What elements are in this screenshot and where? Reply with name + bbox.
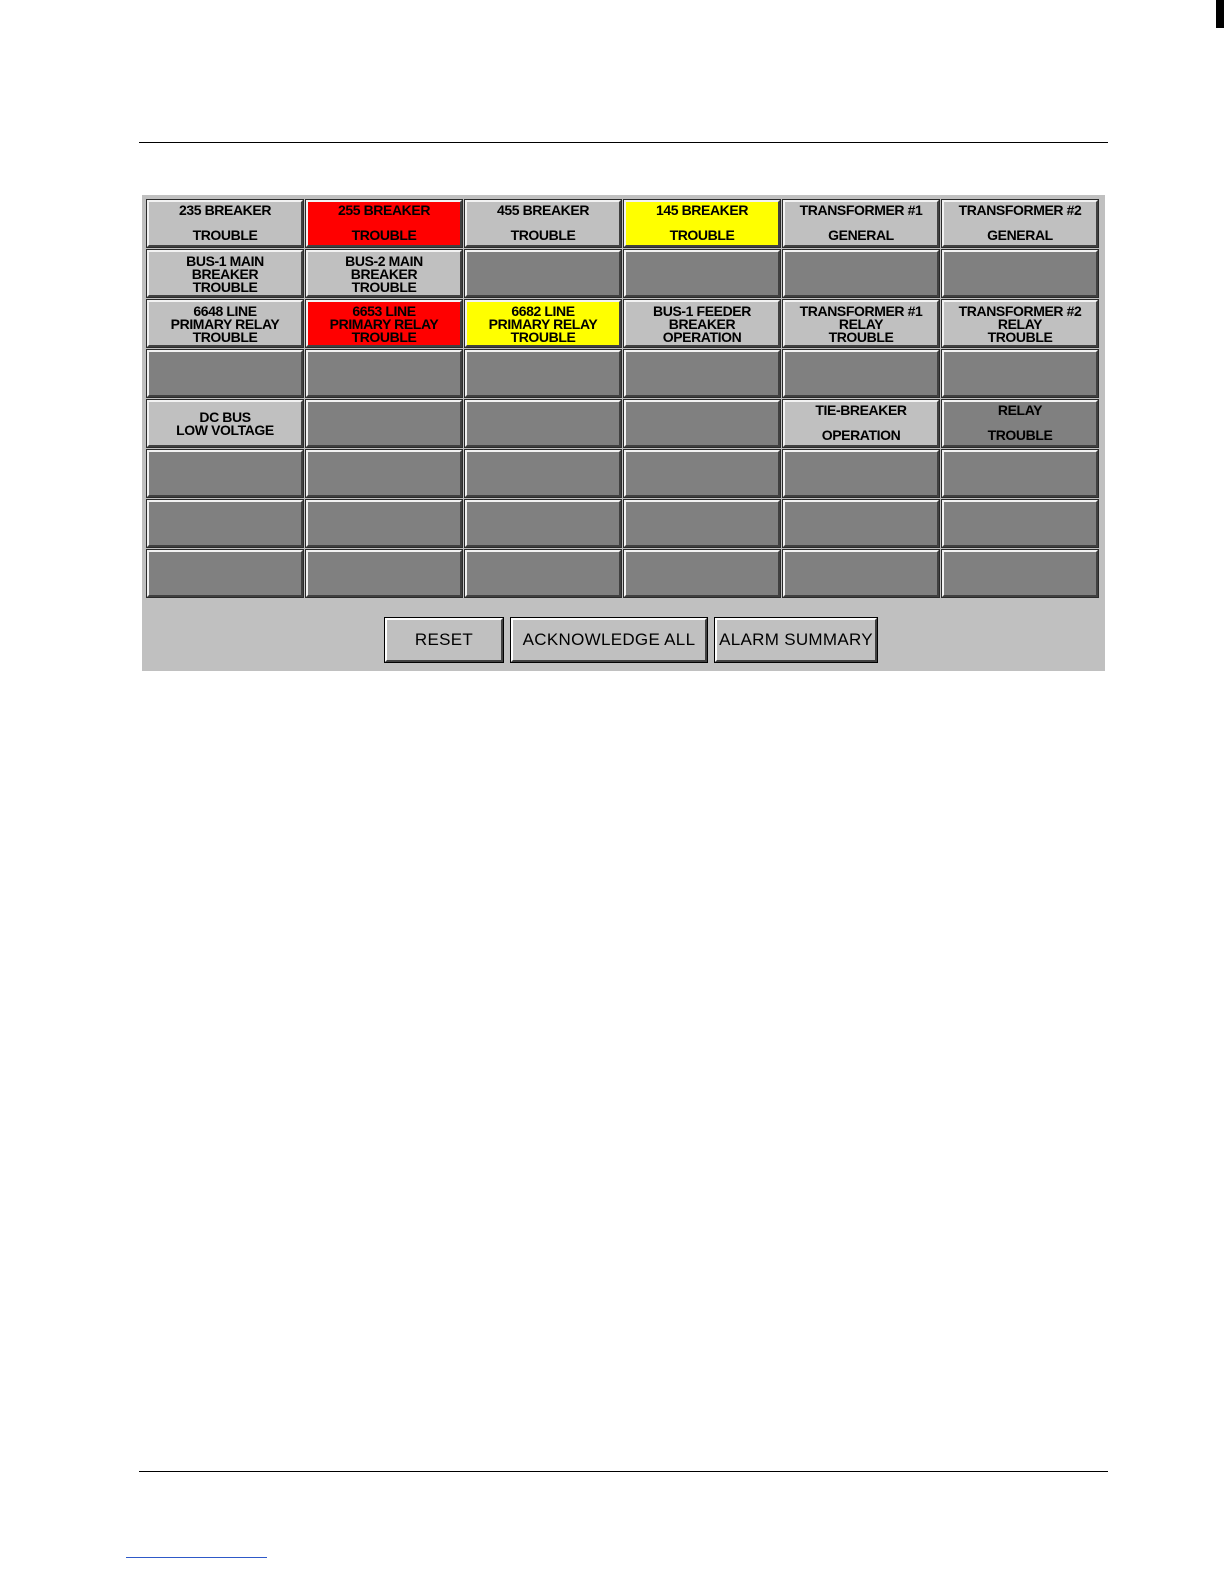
- alarm-tile-label: OPERATION: [821, 427, 901, 443]
- alarm-tile-label: PRIMARY RELAY: [329, 315, 439, 332]
- alarm-tile[interactable]: [465, 500, 621, 547]
- alarm-tile-label: GENERAL: [828, 227, 894, 243]
- alarm-tile-label: TRANSFORMER #2: [958, 302, 1082, 319]
- alarm-tile-label: BUS-1 MAIN: [186, 252, 264, 269]
- alarm-tile[interactable]: [942, 400, 1098, 447]
- alarm-tile-grid: [147, 200, 1098, 597]
- alarm-tile-label: TROUBLE: [669, 227, 735, 243]
- alarm-tile[interactable]: [306, 500, 462, 547]
- alarm-tile-label: TIE-BREAKER: [815, 402, 907, 418]
- alarm-tile[interactable]: [306, 200, 462, 247]
- alarm-tile[interactable]: [147, 450, 303, 497]
- alarm-summary-button[interactable]: ALARM SUMMARY: [715, 618, 877, 662]
- alarm-tile-label: TROUBLE: [351, 278, 417, 295]
- alarm-tile-label: OPERATION: [662, 328, 742, 345]
- alarm-tile-label: TROUBLE: [351, 227, 417, 243]
- alarm-tile-label: TRANSFORMER #1: [799, 302, 923, 319]
- alarm-tile-label: BREAKER: [191, 265, 259, 282]
- alarm-tile[interactable]: [624, 450, 780, 497]
- alarm-tile[interactable]: [147, 200, 303, 247]
- alarm-tile[interactable]: [783, 550, 939, 597]
- alarm-tile[interactable]: [147, 500, 303, 547]
- alarm-tile-label: PRIMARY RELAY: [170, 315, 280, 332]
- alarm-tile[interactable]: [624, 350, 780, 397]
- alarm-tile-label: 145 BREAKER: [655, 202, 749, 218]
- alarm-tile[interactable]: [624, 500, 780, 547]
- alarm-tile[interactable]: [465, 300, 621, 347]
- alarm-tile-label: 6653 LINE: [352, 302, 416, 319]
- alarm-tile-label: TROUBLE: [510, 227, 576, 243]
- alarm-tile-label: GENERAL: [987, 227, 1053, 243]
- alarm-tile[interactable]: [783, 450, 939, 497]
- alarm-tile[interactable]: [306, 450, 462, 497]
- alarm-tile[interactable]: [783, 350, 939, 397]
- header-rule: [139, 142, 1108, 143]
- alarm-tile-label: 6682 LINE: [511, 302, 575, 319]
- alarm-tile[interactable]: [147, 250, 303, 297]
- alarm-tile-label: BREAKER: [668, 315, 736, 332]
- alarm-tile[interactable]: [465, 350, 621, 397]
- alarm-tile-label: TROUBLE: [987, 328, 1053, 345]
- alarm-tile[interactable]: [942, 200, 1098, 247]
- alarm-tile[interactable]: [783, 500, 939, 547]
- alarm-tile[interactable]: [465, 450, 621, 497]
- alarm-tile-label: RELAY: [838, 315, 884, 332]
- alarm-tile-label: DC BUS: [199, 409, 251, 425]
- alarm-tile[interactable]: [465, 200, 621, 247]
- alarm-tile-label: TROUBLE: [192, 328, 258, 345]
- alarm-tile[interactable]: [942, 550, 1098, 597]
- alarm-tile-label: TRANSFORMER #1: [799, 202, 923, 218]
- alarm-tile[interactable]: [147, 350, 303, 397]
- alarm-tile-label: TROUBLE: [192, 227, 258, 243]
- alarm-tile-label: 455 BREAKER: [496, 202, 590, 218]
- footer-rule: [139, 1471, 1108, 1472]
- reset-button[interactable]: RESET: [385, 618, 503, 662]
- footer-link-underline: [126, 1557, 267, 1558]
- alarm-tile[interactable]: [783, 250, 939, 297]
- alarm-tile[interactable]: [624, 250, 780, 297]
- alarm-tile-label: TRANSFORMER #2: [958, 202, 1082, 218]
- alarm-tile[interactable]: [147, 400, 303, 447]
- alarm-tile[interactable]: [783, 200, 939, 247]
- acknowledge-all-button[interactable]: ACKNOWLEDGE ALL: [511, 618, 707, 662]
- alarm-tile-label: 6648 LINE: [193, 302, 257, 319]
- alarm-tile[interactable]: [465, 550, 621, 597]
- alarm-tile-label: TROUBLE: [828, 328, 894, 345]
- alarm-tile-label: TROUBLE: [351, 328, 417, 345]
- alarm-tile[interactable]: [147, 300, 303, 347]
- alarm-tile[interactable]: [783, 300, 939, 347]
- alarm-tile[interactable]: [306, 300, 462, 347]
- alarm-tile-label: 235 BREAKER: [178, 202, 272, 218]
- alarm-tile[interactable]: [624, 400, 780, 447]
- alarm-tile-label: TROUBLE: [987, 427, 1053, 443]
- alarm-tile-label: TROUBLE: [192, 278, 258, 295]
- alarm-tile[interactable]: [783, 400, 939, 447]
- alarm-tile[interactable]: [942, 300, 1098, 347]
- alarm-tile-label: RELAY: [997, 402, 1043, 418]
- alarm-tile-label: RELAY: [997, 315, 1043, 332]
- alarm-tile[interactable]: [624, 300, 780, 347]
- annunciator-panel: [142, 195, 1105, 671]
- alarm-tile[interactable]: [624, 550, 780, 597]
- alarm-tile[interactable]: [465, 400, 621, 447]
- page-crop-mark: [1216, 0, 1224, 28]
- alarm-tile-label: BREAKER: [350, 265, 418, 282]
- alarm-tile-label: TROUBLE: [510, 328, 576, 345]
- alarm-tile[interactable]: [306, 350, 462, 397]
- alarm-tile[interactable]: [942, 450, 1098, 497]
- alarm-tile-label: LOW VOLTAGE: [176, 422, 274, 438]
- alarm-tile-label: BUS-2 MAIN: [345, 252, 423, 269]
- alarm-tile[interactable]: [624, 200, 780, 247]
- alarm-tile[interactable]: [942, 350, 1098, 397]
- alarm-tile-label: 255 BREAKER: [337, 202, 431, 218]
- alarm-tile[interactable]: [942, 250, 1098, 297]
- alarm-tile[interactable]: [942, 500, 1098, 547]
- alarm-tile[interactable]: [306, 550, 462, 597]
- alarm-tile[interactable]: [306, 400, 462, 447]
- alarm-tile[interactable]: [147, 550, 303, 597]
- alarm-tile[interactable]: [465, 250, 621, 297]
- alarm-tile-label: BUS-1 FEEDER: [653, 302, 751, 319]
- alarm-tile[interactable]: [306, 250, 462, 297]
- alarm-tile-label: PRIMARY RELAY: [488, 315, 598, 332]
